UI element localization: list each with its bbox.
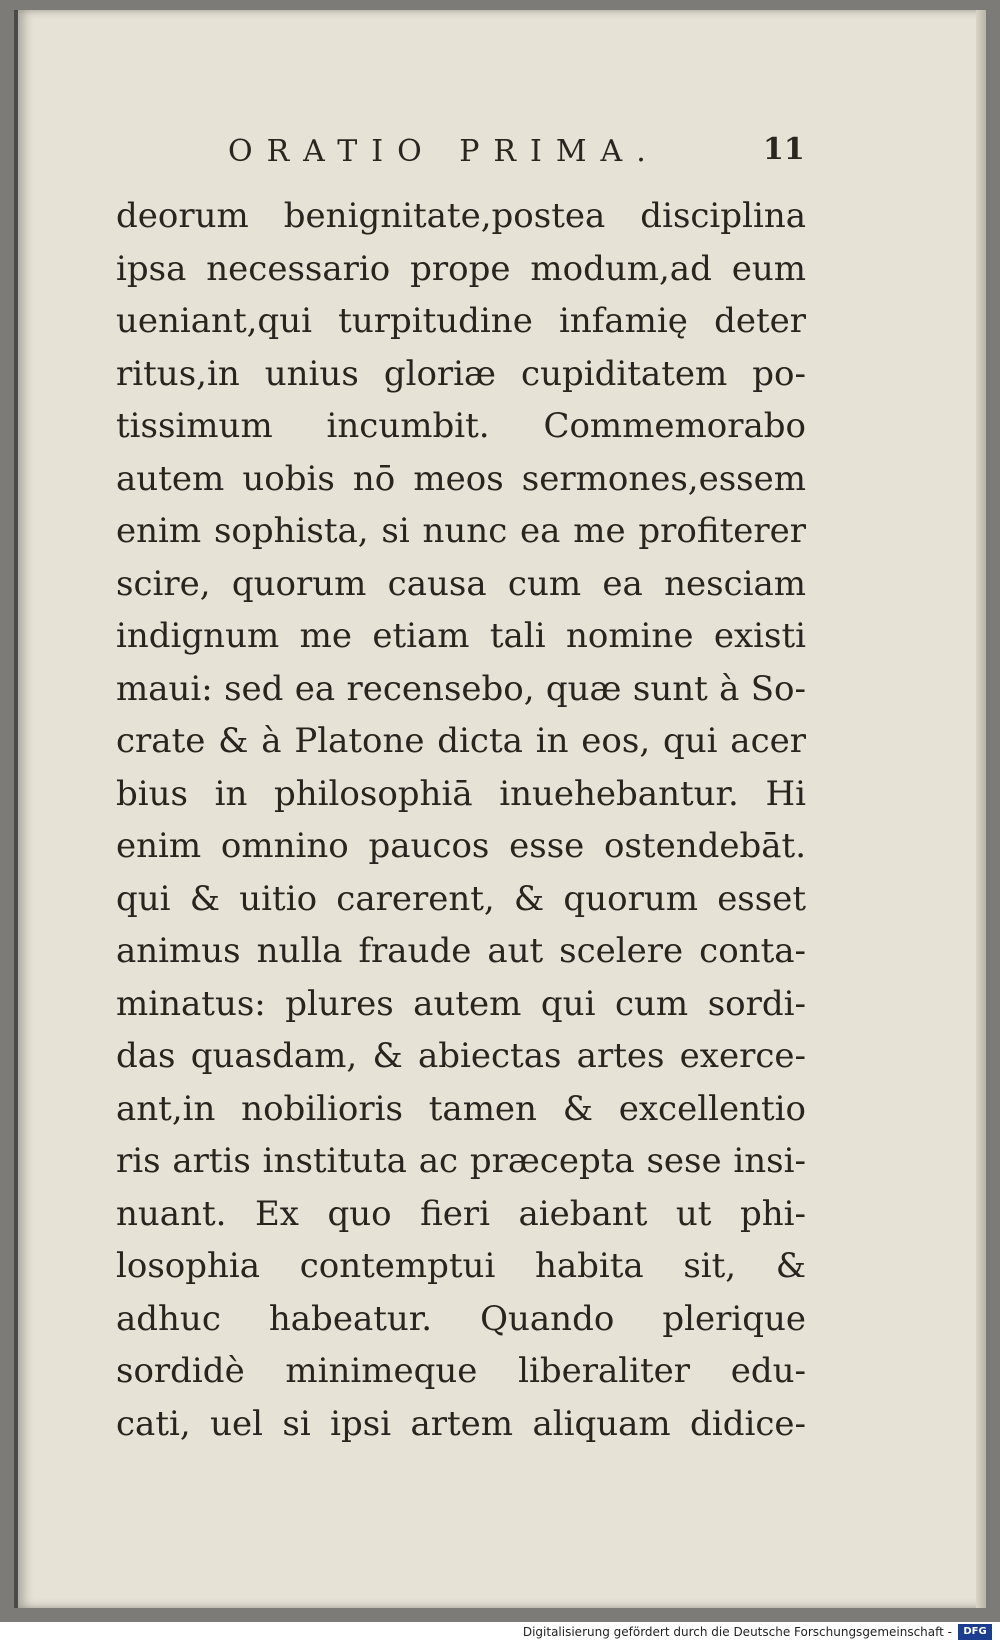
text-line: deorum benignitate,postea disciplina	[116, 196, 806, 236]
text-line: crate & à Platone dicta in eos, qui acer	[116, 721, 806, 761]
text-line: enim sophista, si nunc ea me profiterer	[116, 511, 806, 551]
text-line: scire, quorum causa cum ea nesciam	[116, 563, 806, 604]
page-header	[228, 134, 828, 180]
text-line: nuant. Ex quo fieri aiebant ut phi-	[116, 1193, 806, 1234]
text-line: qui & uitio carerent, & quorum esset	[116, 878, 806, 919]
text-line: ritus,in unius gloriæ cupiditatem po-	[116, 353, 806, 394]
text-line: das quasdam, & abiectas artes exerce-	[116, 1036, 806, 1076]
text-block	[116, 190, 806, 1450]
text-line: enim omnino paucos esse ostendebāt.	[116, 826, 806, 866]
text-line: adhuc habeatur. Quando plerique	[116, 1298, 806, 1339]
text-line: animus nulla fraude aut scelere conta-	[116, 931, 806, 971]
text-line: maui: sed ea recensebo, quæ sunt à So-	[116, 668, 806, 709]
text-line: ris artis instituta ac præcepta sese insi-	[116, 1141, 806, 1181]
text-line: sordidè minimeque liberaliter edu-	[116, 1351, 806, 1391]
funding-credit: Digitalisierung gefördert durch die Deutsche Forschungsgemeinschaft -	[522, 1625, 952, 1639]
page-edge	[976, 10, 986, 1608]
text-line: indignum me etiam tali nomine existi	[116, 616, 806, 656]
dfg-logo: DFG	[958, 1624, 992, 1640]
text-line: cati, uel si ipsi artem aliquam didice-	[116, 1403, 806, 1444]
text-line: autem uobis nō meos sermones,essem	[116, 458, 806, 499]
text-line: ueniant,qui turpitudine infamię deter	[116, 301, 806, 341]
text-line: minatus: plures autem qui cum sordi-	[116, 983, 806, 1024]
text-line: losophia contemptui habita sit, &	[116, 1246, 806, 1286]
running-head: ORATIO PRIMA.	[228, 134, 660, 169]
text-line: tissimum incumbit. Commemorabo	[116, 406, 806, 446]
text-line: ipsa necessario prope modum,ad eum	[116, 248, 806, 289]
text-line: ant,in nobilioris tamen & excellentio	[116, 1088, 806, 1129]
page-number: 11	[763, 132, 805, 167]
book-page	[14, 10, 986, 1608]
footer-bar	[0, 1622, 1000, 1644]
text-line: bius in philosophiā inuehebantur. Hi	[116, 773, 806, 814]
